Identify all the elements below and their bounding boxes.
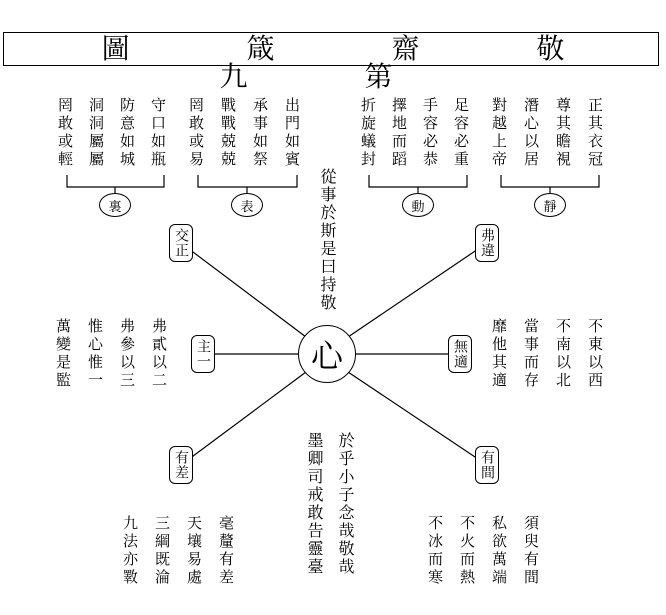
dong-line-1: 足容必重 <box>452 97 470 169</box>
spoke-bottom-left <box>181 372 306 465</box>
jing-line-2: 尊其瞻視 <box>554 97 572 169</box>
bottom-left-text-4: 九法亦斁 <box>121 515 139 587</box>
page-title: 圖 箴 齋 敬 九 第 <box>101 32 619 93</box>
li-line-4: 罔敢或輕 <box>56 97 74 169</box>
jing-line-4: 對越上帝 <box>490 97 508 169</box>
bracket-li <box>67 175 164 187</box>
node-bottom-left: 有差 <box>169 446 193 484</box>
left-text-4: 萬變是監 <box>54 318 72 390</box>
biao-line-4: 罔敢或易 <box>187 97 205 169</box>
group-label-dong: 動 <box>402 193 434 217</box>
node-left: 主一 <box>191 335 215 373</box>
left-text-2: 弗參以三 <box>118 318 136 390</box>
dong-line-2: 手容必恭 <box>421 97 439 169</box>
right-text-2: 不南以北 <box>554 318 572 390</box>
bottom-left-text-1: 毫釐有差 <box>217 515 235 587</box>
right-text-1: 不東以西 <box>586 318 604 390</box>
li-line-3: 洞洞屬屬 <box>87 97 105 169</box>
node-right: 無適 <box>448 335 472 373</box>
dong-line-4: 折旋蟻封 <box>359 97 377 169</box>
left-text-1: 弗貳以二 <box>150 318 168 390</box>
bottom-center-1: 於乎小子念哉敬哉 <box>336 432 355 576</box>
heart-circle <box>298 325 356 383</box>
node-bottom-right: 有間 <box>475 446 499 484</box>
bottom-right-text-4: 不冰而寒 <box>426 515 444 587</box>
bottom-right-text-3: 不火而熱 <box>458 515 476 587</box>
bottom-right-text-1: 須臾有間 <box>522 515 540 587</box>
bracket-dong <box>369 175 467 187</box>
heart-char: 心 <box>310 337 343 375</box>
bracket-biao <box>198 175 297 187</box>
biao-line-3: 戰戰兢兢 <box>219 97 237 169</box>
biao-line-1: 出門如賓 <box>283 97 301 169</box>
biao-line-2: 承事如祭 <box>251 97 269 169</box>
dong-line-3: 擇地而蹈 <box>390 97 408 169</box>
bottom-right-text-2: 私欲萬端 <box>490 515 508 587</box>
left-text-3: 惟心惟一 <box>86 318 104 390</box>
li-line-2: 防意如城 <box>118 97 136 169</box>
bottom-left-text-3: 三綱既淪 <box>153 515 171 587</box>
spoke-top-right <box>348 243 487 337</box>
jing-line-3: 潛心以居 <box>522 97 540 169</box>
group-label-li: 裏 <box>99 193 131 217</box>
spoke-bottom-right <box>348 372 487 465</box>
jing-line-1: 正其衣冠 <box>586 97 604 169</box>
group-label-biao: 表 <box>231 193 263 217</box>
right-text-4: 靡他其適 <box>490 318 508 390</box>
bottom-left-text-2: 天壤易處 <box>185 515 203 587</box>
li-line-1: 守口如瓶 <box>149 97 167 169</box>
node-top-left: 交正 <box>169 224 193 262</box>
node-top-right: 弗違 <box>475 224 499 262</box>
bottom-center-2: 墨卿司戒敢告靈臺 <box>305 432 324 576</box>
group-label-jing: 靜 <box>534 193 566 217</box>
right-text-3: 當事而存 <box>522 318 540 390</box>
spoke-top-left <box>181 243 306 337</box>
center-caption: 從事於斯是曰持敬 <box>318 168 337 312</box>
bracket-jing <box>501 175 599 187</box>
